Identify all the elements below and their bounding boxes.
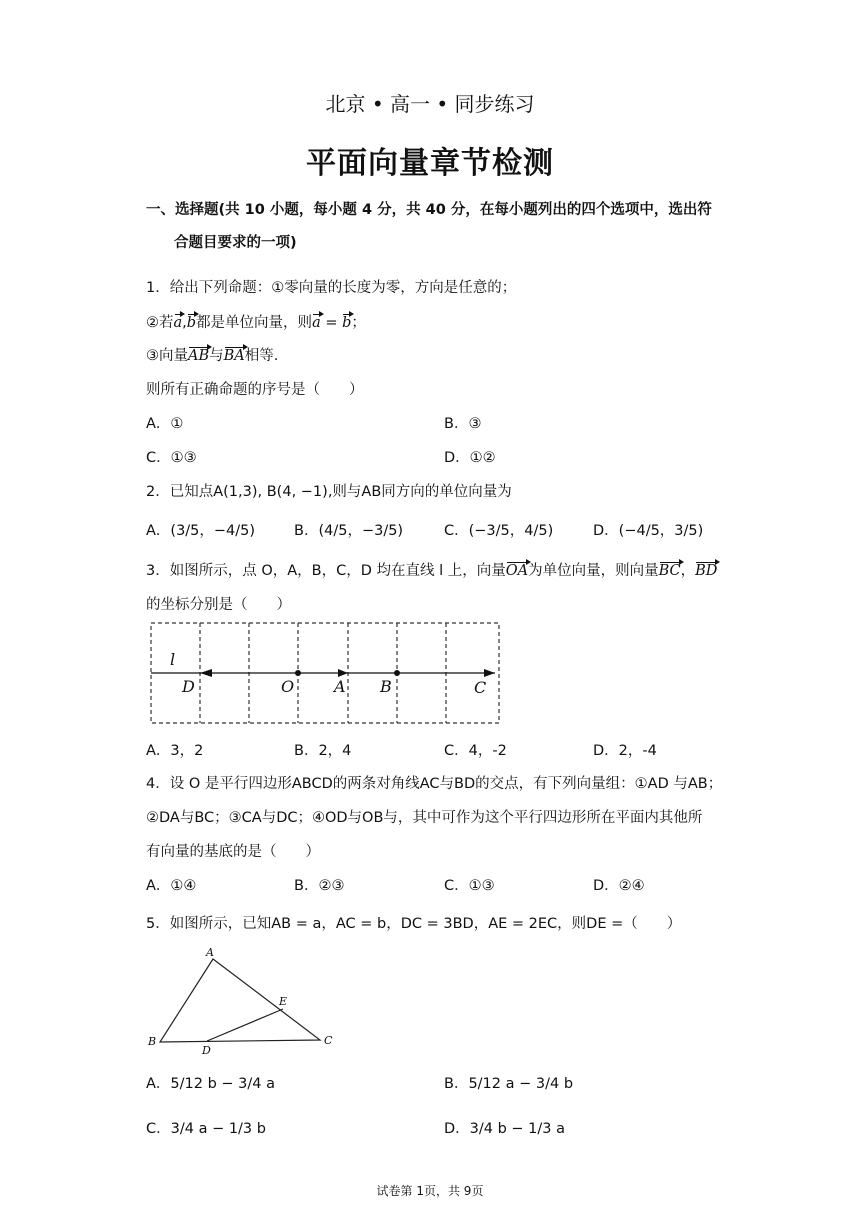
tri-label-B: B — [148, 1035, 157, 1048]
q4-option-b[interactable]: B．②③ — [294, 878, 345, 894]
q5-option-b[interactable]: B．5/12 a − 3/4 b — [444, 1076, 574, 1092]
q4-stem: 4．设 O 是平行四边形ABCD的两条对角线AC与BD的交点，有下列向量组：①AD 与AB； — [146, 776, 723, 792]
tri-label-E: E — [279, 995, 288, 1008]
q3-option-b[interactable]: B．2，4 — [294, 743, 352, 759]
q3-stem: 3．如图所示，点 O，A，B，C，D 均在直线 l 上，向量OA为单位向量，则向量BC，BD — [146, 563, 718, 579]
section-heading-cont: 合题目要求的一项) — [174, 235, 297, 251]
q3-stem-cont: 的坐标分别是（ ） — [146, 597, 291, 613]
q4-stem-2: ②DA与BC；③CA与DC；④OD与OB与，其中可作为这个平行四边形所在平面内其他所 — [146, 810, 703, 826]
tri-label-D: D — [202, 1044, 211, 1057]
q4-option-d[interactable]: D．②④ — [593, 878, 645, 894]
q5-option-d[interactable]: D．3/4 b − 1/3 a — [444, 1121, 566, 1137]
q5-option-c[interactable]: C．3/4 a − 1/3 b — [146, 1121, 266, 1137]
q5-stem: 5．如图所示，已知AB = a，AC = b，DC = 3BD，AE = 2EC，则DE =（ ） — [146, 916, 682, 932]
label-B: B — [380, 677, 392, 696]
label-D: D — [182, 677, 195, 696]
page-subtitle: 北京 • 高一 • 同步练习 — [325, 92, 535, 116]
q2-option-b[interactable]: B．(4/5，−3/5) — [294, 523, 404, 539]
q3-option-c[interactable]: C．4，-2 — [444, 743, 507, 759]
q1-option-d[interactable]: D．①② — [444, 450, 496, 466]
section-heading: 一、选择题(共 10 小题，每小题 4 分，共 40 分，在每小题列出的四个选项中，选出符 — [146, 202, 712, 218]
label-C: C — [474, 678, 487, 697]
q5-triangle-figure — [146, 945, 342, 1057]
q2-option-c[interactable]: C．(−3/5，4/5) — [444, 523, 554, 539]
q1-prop3: ③向量AB与BA相等. — [146, 348, 279, 364]
q5-option-a[interactable]: A．5/12 b − 3/4 a — [146, 1076, 275, 1092]
tri-label-A: A — [206, 946, 214, 959]
page-footer: 试卷第 1页，共 9页 — [376, 1184, 484, 1198]
q1-option-b[interactable]: B．③ — [444, 416, 482, 432]
q2-option-a[interactable]: A．(3/5，−4/5) — [146, 523, 256, 539]
q4-stem-3: 有向量的基底的是（ ） — [146, 844, 320, 860]
label-A: A — [334, 677, 346, 696]
q1-prop2: ②若a,b都是单位向量，则a = b； — [146, 315, 366, 331]
q3-option-d[interactable]: D．2，-4 — [593, 743, 657, 759]
page-title: 平面向量章节检测 — [306, 146, 554, 181]
q1-option-c[interactable]: C．①③ — [146, 450, 197, 466]
q1-ask: 则所有正确命题的序号是（ ） — [146, 382, 364, 398]
q4-option-a[interactable]: A．①④ — [146, 878, 197, 894]
q3-option-a[interactable]: A．3，2 — [146, 743, 204, 759]
tri-label-C: C — [324, 1034, 333, 1047]
label-l: l — [170, 650, 176, 669]
q1-option-a[interactable]: A．① — [146, 416, 184, 432]
q4-option-c[interactable]: C．①③ — [444, 878, 495, 894]
q1-stem: 1．给出下列命题：①零向量的长度为零，方向是任意的； — [146, 280, 517, 296]
q2-stem: 2．已知点A(1,3), B(4, −1),则与AB同方向的单位向量为 — [146, 484, 512, 500]
q2-option-d[interactable]: D．(−4/5，3/5) — [593, 523, 704, 539]
label-O: O — [281, 677, 295, 696]
q3-number-line-figure — [148, 620, 502, 726]
